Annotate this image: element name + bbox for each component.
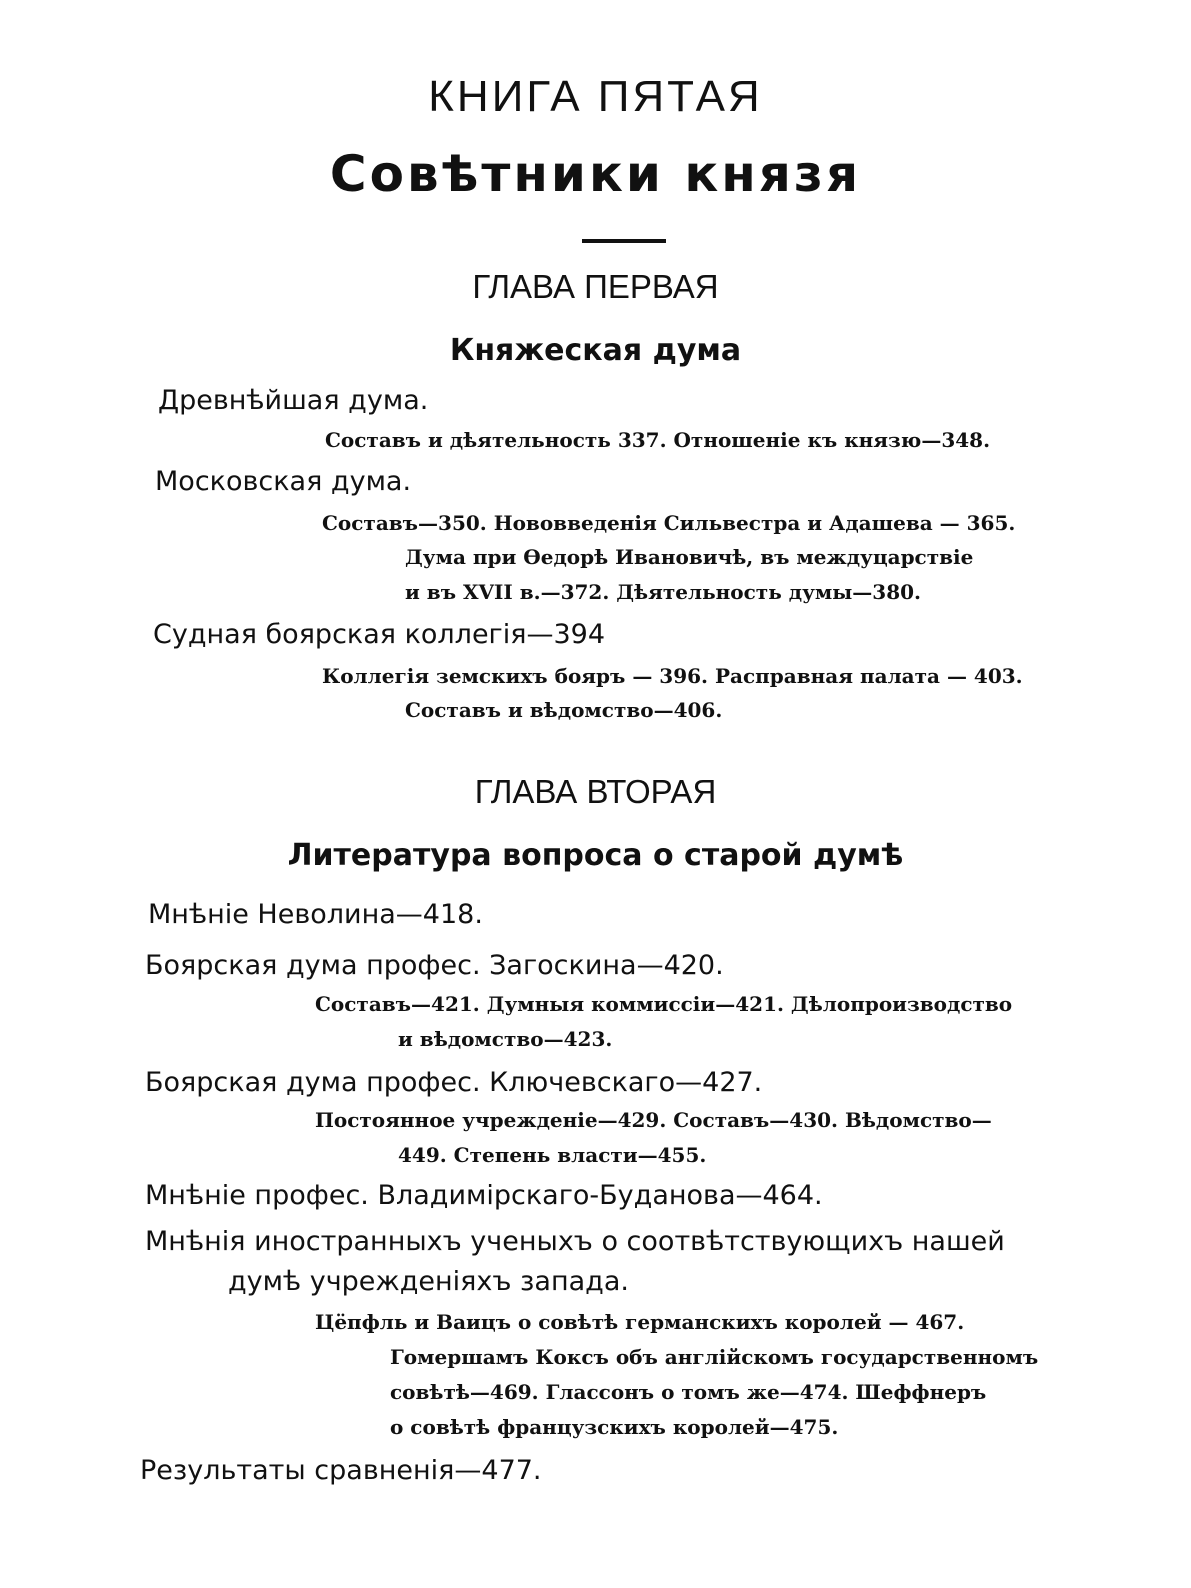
chapter2-entry3-line2: 449. Степень власти—455. — [398, 1143, 707, 1167]
chapter2-entry3-title: Боярская дума профес. Ключевскаго—427. — [145, 1067, 763, 1098]
chapter1-entry3-line1: Коллегія земскихъ бояръ — 396. Расправная палата — 403. — [322, 664, 1023, 688]
chapter1-heading: ГЛАВА ПЕРВАЯ — [472, 268, 719, 305]
chapter1-entry2-line1: Составъ—350. Нововведенія Сильвестра и Адашева — 365. — [322, 511, 1016, 535]
chapter2-entry2-line1: Составъ—421. Думныя коммиссіи—421. Дѣлопроизводство — [315, 992, 1013, 1016]
chapter2-entry5-line2: Гомершамъ Коксъ объ англійскомъ государственномъ — [390, 1345, 1039, 1369]
chapter2-entry5-line3: совѣтѣ—469. Глассонъ о томъ же—474. Шеффнеръ — [390, 1380, 987, 1404]
chapter1-entry2-line2: Дума при Ѳедорѣ Ивановичѣ, въ междуцарствіе — [405, 545, 974, 569]
chapter1-title: Княжеская дума — [449, 333, 742, 368]
chapter2-entry5-line1: Цёпфль и Ваицъ о совѣтѣ германскихъ королей — 467. — [315, 1310, 965, 1334]
divider-rule — [582, 239, 666, 243]
chapter1-entry1-line1: Составъ и дѣятельность 337. Отношеніе къ князю—348. — [325, 428, 991, 452]
chapter2-entry4-title: Мнѣніе профес. Владимірскаго-Буданова—464. — [145, 1180, 823, 1211]
chapter2-entry5-line4: о совѣтѣ французскихъ королей—475. — [390, 1415, 839, 1439]
book-subtitle: Совѣтники князя — [329, 145, 862, 203]
chapter2-entry5-title: Мнѣнія иностранныхъ ученыхъ о соотвѣтствующихъ нашей — [145, 1226, 1005, 1257]
chapter2-heading: ГЛАВА ВТОРАЯ — [474, 773, 717, 810]
chapter2-entry5-title-cont: думѣ учрежденіяхъ запада. — [228, 1266, 629, 1297]
chapter1-entry1-title: Древнѣйшая дума. — [158, 385, 429, 416]
chapter1-entry3-line2: Составъ и вѣдомство—406. — [405, 698, 723, 722]
chapter1-entry2-line3: и въ XVII в.—372. Дѣятельность думы—380. — [405, 580, 922, 604]
chapter1-entry2-title: Московская дума. — [155, 466, 412, 497]
chapter2-entry6-title: Результаты сравненія—477. — [140, 1455, 542, 1486]
chapter2-entry3-line1: Постоянное учрежденіе—429. Составъ—430. Вѣдомство— — [315, 1108, 992, 1132]
chapter2-entry1-title: Мнѣніе Неволина—418. — [148, 899, 483, 930]
chapter1-entry3-title: Судная боярская коллегія—394 — [153, 619, 606, 650]
book-title: КНИГА ПЯТАЯ — [428, 72, 763, 121]
chapter2-entry2-title: Боярская дума профес. Загоскина—420. — [145, 950, 724, 981]
chapter2-title: Литература вопроса о старой думѣ — [287, 838, 904, 873]
chapter2-entry2-line2: и вѣдомство—423. — [398, 1027, 613, 1051]
